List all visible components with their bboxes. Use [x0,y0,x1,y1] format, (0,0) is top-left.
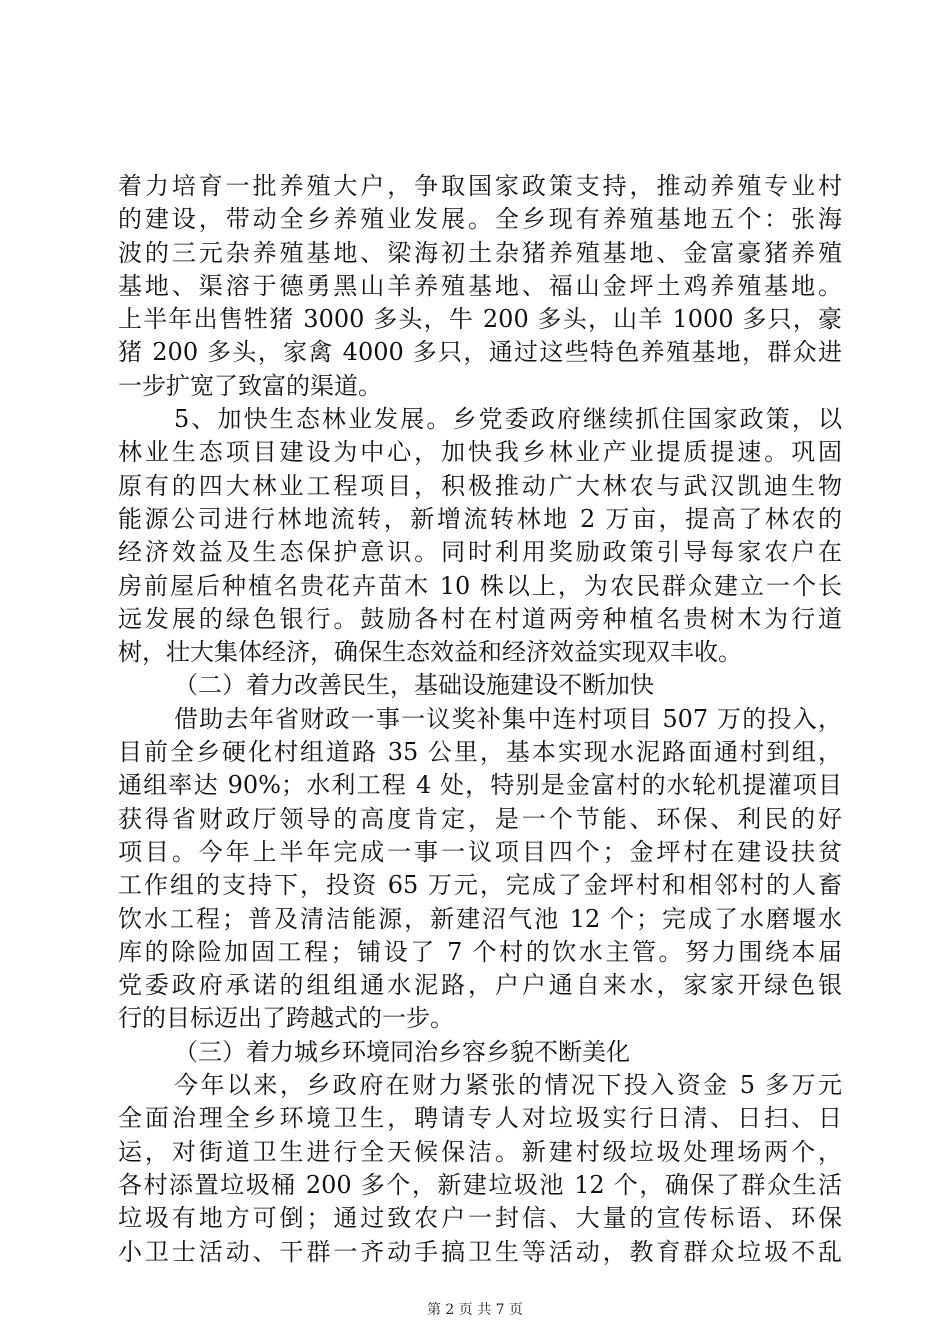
text-line: 运，对街道卫生进行全天候保洁。新建村级垃圾处理场两个， [118,1137,842,1166]
text-line: 远发展的绿色银行。鼓励各村在村道两旁种植名贵树木为行道 [118,604,842,633]
text-line: 猪 200 多头，家禽 4000 多只，通过这些特色养殖基地，群众进 [118,338,842,367]
text-line: 基地、渠溶于德勇黑山羊养殖基地、福山金坪土鸡养殖基地。 [118,271,842,300]
text-line: 项目。今年上半年完成一事一议项目四个；金坪村在建设扶贫 [118,837,842,866]
text-line: 库的除险加固工程；铺设了 7 个村的饮水主管。努力围绕本届 [118,937,842,966]
document-body [118,170,842,1269]
text-line: 饮水工程；普及清洁能源，新建沼气池 12 个；完成了水磨堰水 [118,904,842,933]
text-line: 目前全乡硬化村组道路 35 公里，基本实现水泥路面通村到组， [118,738,842,767]
text-line: 通组率达 90%；水利工程 4 处，特别是金富村的水轮机提灌项目 [118,771,842,800]
text-line: 党委政府承诺的组组通水泥路，户户通自来水，家家开绿色银 [118,971,842,1000]
text-line: 原有的四大林业工程项目，积极推动广大林农与武汉凯迪生物 [118,471,842,500]
text-line: 全面治理全乡环境卫生，聘请专人对垃圾实行日清、日扫、日 [118,1104,842,1133]
text-line: 今年以来，乡政府在财力紧张的情况下投入资金 5 多万元 [174,1071,842,1100]
text-line: 借助去年省财政一事一议奖补集中连村项目 507 万的投入， [174,704,842,733]
text-line: 林业生态项目建设为中心，加快我乡林业产业提质提速。巩固 [118,438,842,467]
text-line: 获得省财政厅领导的高度肯定，是一个节能、环保、利民的好 [118,804,842,833]
page-footer [0,1300,950,1320]
text-line: 能源公司进行林地流转，新增流转林地 2 万亩，提高了林农的 [118,504,842,533]
text-line: 行的目标迈出了跨越式的一步。 [118,1004,454,1033]
text-line: 经济效益及生态保护意识。同时利用奖励政策引导每家农户在 [118,538,842,567]
text-line: 工作组的支持下，投资 65 万元，完成了金坪村和相邻村的人畜 [118,871,842,900]
text-line: 垃圾有地方可倒；通过致农户一封信、大量的宣传标语、环保 [118,1204,842,1233]
page-number-label: 第 2 页 共 7 页 [426,1302,524,1318]
text-line: （二）着力改善民生，基础设施建设不断加快 [174,671,654,700]
text-line: 着力培育一批养殖大户，争取国家政策支持，推动养殖专业村 [118,172,842,200]
text-line: （三）着力城乡环境同治乡容乡貌不断美化 [174,1037,630,1066]
text-line: 波的三元杂养殖基地、梁海初土杂猪养殖基地、金富豪猪养殖 [118,238,842,267]
text-line: 房前屋后种植名贵花卉苗木 10 株以上，为农民群众建立一个长 [118,571,842,600]
text-line: 各村添置垃圾桶 200 多个，新建垃圾池 12 个，确保了群众生活 [118,1170,842,1199]
text-line: 5、加快生态林业发展。乡党委政府继续抓住国家政策，以 [174,405,842,434]
text-line: 上半年出售牲猪 3000 多头，牛 200 多头，山羊 1000 多只，豪 [118,305,842,334]
text-line: 小卫士活动、干群一齐动手搞卫生等活动，教育群众垃圾不乱 [118,1237,842,1266]
text-line: 一步扩宽了致富的渠道。 [118,371,382,400]
text-line: 树，壮大集体经济，确保生态效益和经济效益实现双丰收。 [118,638,742,667]
text-line: 的建设，带动全乡养殖业发展。全乡现有养殖基地五个：张海 [118,205,842,234]
